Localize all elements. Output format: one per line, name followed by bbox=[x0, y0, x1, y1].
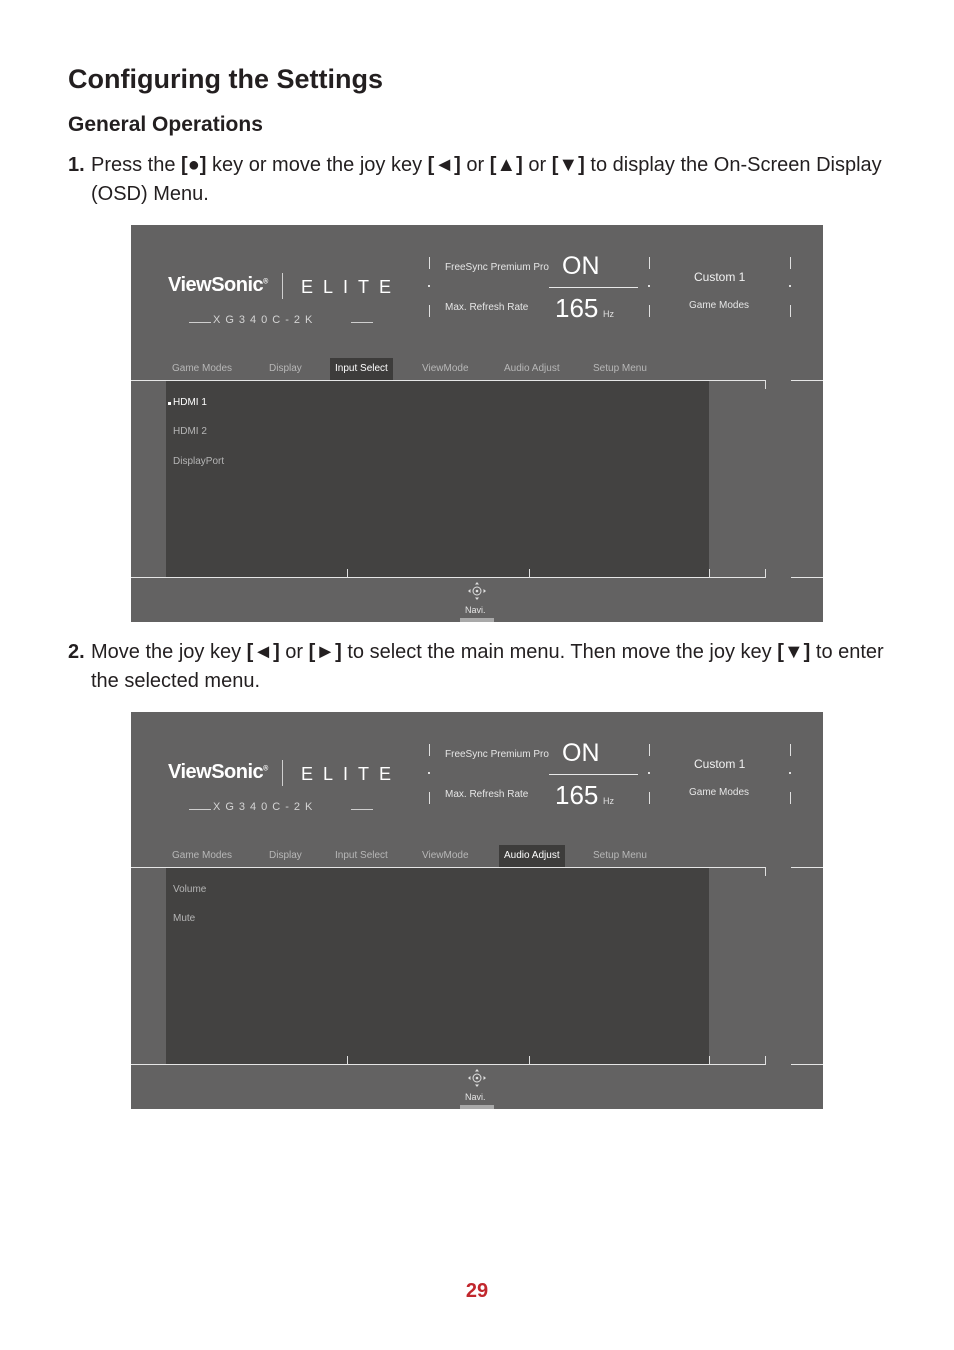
tab-input-select[interactable]: Input Select bbox=[330, 358, 393, 380]
divider-tick bbox=[790, 257, 791, 269]
divider-tick bbox=[529, 1056, 530, 1065]
model-line-right bbox=[351, 809, 373, 810]
osd-menu-screenshot-audio-adjust bbox=[131, 712, 823, 1109]
divider-tick bbox=[429, 305, 430, 317]
freesync-label: FreeSync Premium Pro bbox=[445, 749, 549, 760]
right-key-symbol: [►] bbox=[308, 641, 342, 663]
divider-tick bbox=[765, 1056, 766, 1065]
step-2 bbox=[68, 638, 898, 696]
tab-display[interactable]: Display bbox=[269, 850, 302, 861]
tab-viewmode[interactable]: ViewMode bbox=[422, 363, 469, 374]
navi-label: Navi. bbox=[465, 1092, 486, 1102]
divider-tick bbox=[765, 569, 766, 578]
tab-audio-adjust[interactable]: Audio Adjust bbox=[499, 845, 565, 867]
divider-dot bbox=[428, 285, 430, 287]
section-title: General Operations bbox=[68, 113, 263, 136]
tab-audio-adjust[interactable]: Audio Adjust bbox=[504, 363, 560, 374]
model-line-right bbox=[351, 322, 373, 323]
up-key-symbol: [▲] bbox=[489, 154, 523, 176]
step-text-part: or bbox=[522, 154, 552, 176]
menu-rule bbox=[791, 1064, 823, 1065]
enter-key-symbol: [●] bbox=[181, 154, 207, 176]
menu-rule bbox=[791, 380, 823, 381]
refresh-rate-label: Max. Refresh Rate bbox=[445, 302, 529, 313]
divider-tick bbox=[649, 257, 650, 269]
menu-rule bbox=[791, 577, 823, 578]
submenu-panel bbox=[166, 868, 709, 1064]
game-mode-value: Custom 1 bbox=[694, 757, 746, 771]
joystick-navi-icon bbox=[466, 581, 488, 601]
divider-dot bbox=[428, 772, 430, 774]
step-text-part: Press the bbox=[91, 154, 182, 176]
menu-rule bbox=[791, 867, 823, 868]
divider-tick bbox=[765, 867, 766, 876]
osd-menu-screenshot-input-select bbox=[131, 225, 823, 622]
step-number: 1. bbox=[68, 154, 85, 176]
menu-item-displayport[interactable]: DisplayPort bbox=[173, 456, 225, 467]
divider-tick bbox=[429, 792, 430, 804]
divider-tick bbox=[347, 569, 348, 578]
freesync-value: ON bbox=[562, 252, 600, 280]
left-key-symbol: [◄] bbox=[427, 154, 461, 176]
joystick-navi-icon bbox=[466, 1068, 488, 1088]
logo-divider bbox=[282, 760, 283, 786]
divider-dot bbox=[789, 772, 791, 774]
divider-tick bbox=[429, 744, 430, 756]
navi-label: Navi. bbox=[465, 605, 486, 615]
elite-logo: ELITE bbox=[301, 277, 402, 297]
model-name: XG340C-2K bbox=[213, 801, 318, 813]
step-text-part: to select the main menu. Then move the joy key bbox=[341, 641, 778, 663]
divider-dot bbox=[648, 285, 650, 287]
divider-tick bbox=[709, 1056, 710, 1065]
navi-indicator bbox=[460, 1105, 494, 1109]
divider-tick bbox=[649, 305, 650, 317]
down-key-symbol: [▼] bbox=[551, 154, 585, 176]
menu-rule bbox=[131, 1064, 766, 1065]
game-mode-value: Custom 1 bbox=[694, 270, 746, 284]
tab-display[interactable]: Display bbox=[269, 363, 302, 374]
refresh-rate-label: Max. Refresh Rate bbox=[445, 789, 529, 800]
divider-dot bbox=[648, 772, 650, 774]
divider-tick bbox=[765, 380, 766, 389]
menu-item-mute[interactable]: Mute bbox=[173, 913, 196, 924]
submenu-panel bbox=[166, 381, 709, 577]
step-text bbox=[91, 151, 898, 209]
navi-indicator bbox=[460, 618, 494, 622]
freesync-label: FreeSync Premium Pro bbox=[445, 262, 549, 273]
divider-tick bbox=[790, 744, 791, 756]
step-text-part: or bbox=[279, 641, 309, 663]
divider-tick bbox=[790, 305, 791, 317]
model-name: XG340C-2K bbox=[213, 314, 318, 326]
refresh-rate-unit: Hz bbox=[603, 796, 614, 806]
refresh-rate-value: 165 bbox=[555, 780, 599, 810]
divider-tick bbox=[649, 792, 650, 804]
refresh-rate-value: 165 bbox=[555, 293, 599, 323]
tab-setup-menu[interactable]: Setup Menu bbox=[593, 363, 647, 374]
menu-rule bbox=[131, 577, 766, 578]
refresh-rate-unit: Hz bbox=[603, 309, 614, 319]
divider-dot bbox=[789, 285, 791, 287]
viewsonic-logo: ViewSonic® bbox=[168, 761, 268, 783]
step-1 bbox=[68, 151, 898, 209]
model-line-left bbox=[189, 809, 211, 810]
divider-tick bbox=[429, 257, 430, 269]
left-key-symbol: [◄] bbox=[246, 641, 280, 663]
menu-item-hdmi-1[interactable]: HDMI 1 bbox=[173, 397, 207, 408]
step-text-part: to display the On-Screen Display (OSD) Menu. bbox=[91, 154, 882, 205]
divider-tick bbox=[529, 569, 530, 578]
step-text-part: to enter the selected menu. bbox=[91, 641, 884, 692]
freesync-value: ON bbox=[562, 739, 600, 767]
game-mode-label: Game Modes bbox=[689, 300, 750, 311]
tab-game-modes[interactable]: Game Modes bbox=[172, 850, 233, 861]
divider-tick bbox=[347, 1056, 348, 1065]
logo-divider bbox=[282, 273, 283, 299]
menu-item-volume[interactable]: Volume bbox=[173, 884, 207, 895]
divider-tick bbox=[649, 744, 650, 756]
page-title: Configuring the Settings bbox=[68, 64, 383, 94]
step-text-part: or bbox=[460, 154, 490, 176]
elite-logo: ELITE bbox=[301, 764, 402, 784]
divider-tick bbox=[709, 569, 710, 578]
status-rule bbox=[549, 774, 638, 775]
status-rule bbox=[549, 287, 638, 288]
viewsonic-logo: ViewSonic® bbox=[168, 274, 268, 296]
model-line-left bbox=[189, 322, 211, 323]
step-text-part: key or move the joy key bbox=[206, 154, 428, 176]
tab-game-modes[interactable]: Game Modes bbox=[172, 363, 233, 374]
step-text bbox=[91, 638, 898, 696]
game-mode-label: Game Modes bbox=[689, 787, 750, 798]
step-text-part: Move the joy key bbox=[91, 641, 247, 663]
down-key-symbol: [▼] bbox=[777, 641, 811, 663]
step-number: 2. bbox=[68, 641, 85, 663]
tab-viewmode[interactable]: ViewMode bbox=[422, 850, 469, 861]
menu-item-hdmi-2[interactable]: HDMI 2 bbox=[173, 426, 207, 437]
divider-tick bbox=[790, 792, 791, 804]
tab-input-select[interactable]: Input Select bbox=[335, 850, 388, 861]
tab-setup-menu[interactable]: Setup Menu bbox=[593, 850, 647, 861]
page-number: 29 bbox=[465, 1280, 489, 1302]
